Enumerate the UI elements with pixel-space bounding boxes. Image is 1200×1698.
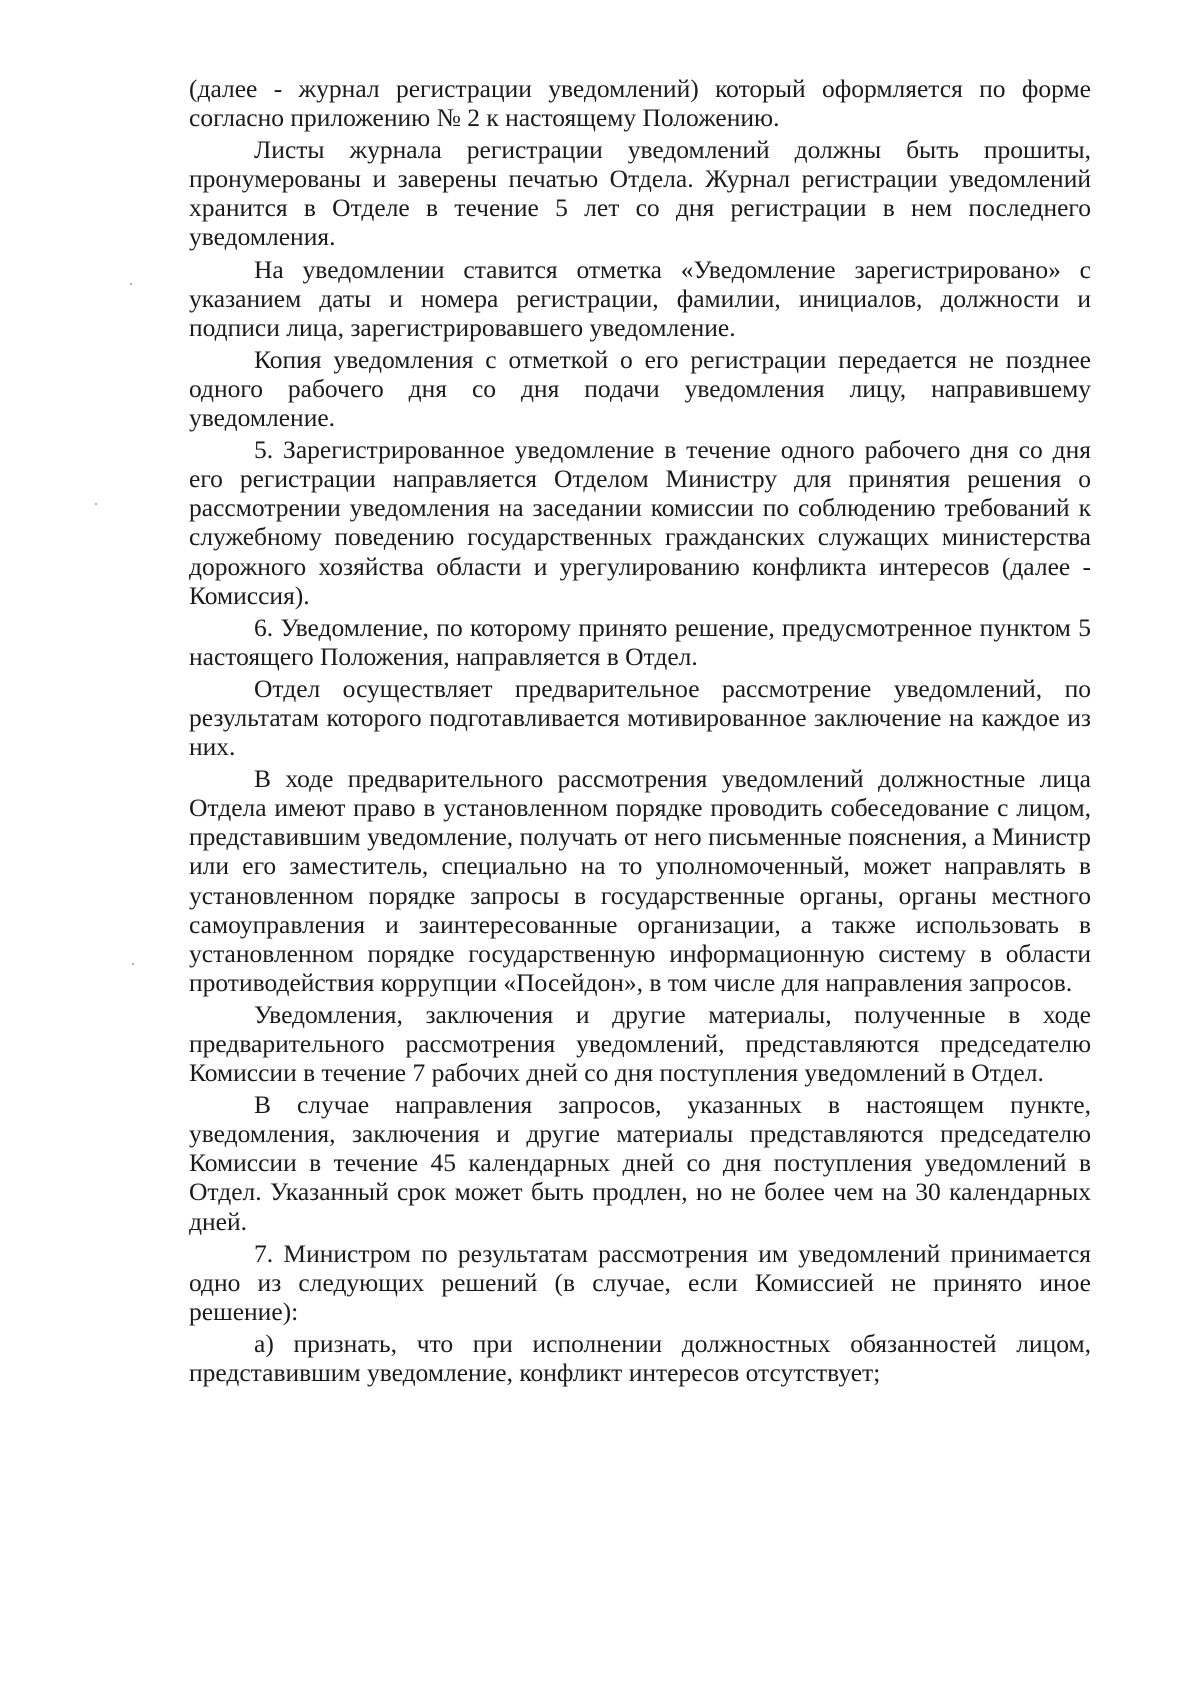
paragraph: 5. Зарегистрированное уведомление в течение одного рабочего дня со дня его регистрации направляется Отделом Министру для принятия решения о рассмотрении уведомления на заседании комиссии по соблюдению требований к служебному поведению государственных гражданских служащих министерства дорожного хозяйства области и урегулированию конфликта интересов (далее - Комиссия).: [189, 435, 1091, 610]
paragraph: Копия уведомления с отметкой о его регистрации передается не позднее одного рабочего дня со дня подачи уведомления лицу, направившему уведомление.: [189, 344, 1091, 433]
paragraph: В ходе предварительного рассмотрения уведомлений должностные лица Отдела имеют право в установленном порядке проводить собеседование с лицом, представившим уведомление, получать от него письменные пояснения, а Министр или его заместитель, специально на то уполномоченный, может направлять в установленном порядке запросы в государственные органы, органы местного самоуправления и заинтересованные организации, а также использовать в установленном порядке государственную информационную систему в области противодействия коррупции «Посейдон», в том числе для направления запросов.: [189, 764, 1091, 997]
paragraph: а) признать, что при исполнении должностных обязанностей лицом, представившим уведомление, конфликт интересов отсутствует;: [189, 1328, 1091, 1388]
scan-speck: [132, 963, 134, 965]
paragraph: Листы журнала регистрации уведомлений должны быть прошиты, пронумерованы и заверены печатью Отдела. Журнал регистрации уведомлений хранится в Отделе в течение 5 лет со дня регистрации в нем последнего уведомления.: [189, 135, 1091, 252]
document-body: [189, 74, 1091, 1390]
scan-speck: [130, 283, 132, 285]
paragraph: 6. Уведомление, по которому принято решение, предусмотренное пунктом 5 настоящего Положения, направляется в Отдел.: [189, 612, 1091, 671]
paragraph: 7. Министром по результатам рассмотрения им уведомлений принимается одно из следующих решений (в случае, если Комиссией не принято иное решение):: [189, 1238, 1091, 1326]
paragraph: На уведомлении ставится отметка «Уведомление зарегистрировано» с указанием даты и номера регистрации, фамилии, инициалов, должности и подписи лица, зарегистрировавшего уведомление.: [189, 254, 1091, 342]
paragraph: Уведомления, заключения и другие материалы, полученные в ходе предварительного рассмотрения уведомлений, представляются председателю Комиссии в течение 7 рабочих дней со дня поступления уведомлений в Отдел.: [189, 999, 1091, 1088]
scan-speck: [95, 503, 97, 505]
paragraph: (далее - журнал регистрации уведомлений) который оформляется по форме согласно приложению № 2 к настоящему Положению.: [189, 74, 1091, 133]
paragraph: В случае направления запросов, указанных в настоящем пункте, уведомления, заключения и другие материалы представляются председателю Комиссии в течение 45 календарных дней со дня поступления уведомлений в Отдел. Указанный срок может быть продлен, но не более чем на 30 календарных дней.: [189, 1090, 1091, 1236]
paragraph: Отдел осуществляет предварительное рассмотрение уведомлений, по результатам которого подготавливается мотивированное заключение на каждое из них.: [189, 673, 1091, 762]
